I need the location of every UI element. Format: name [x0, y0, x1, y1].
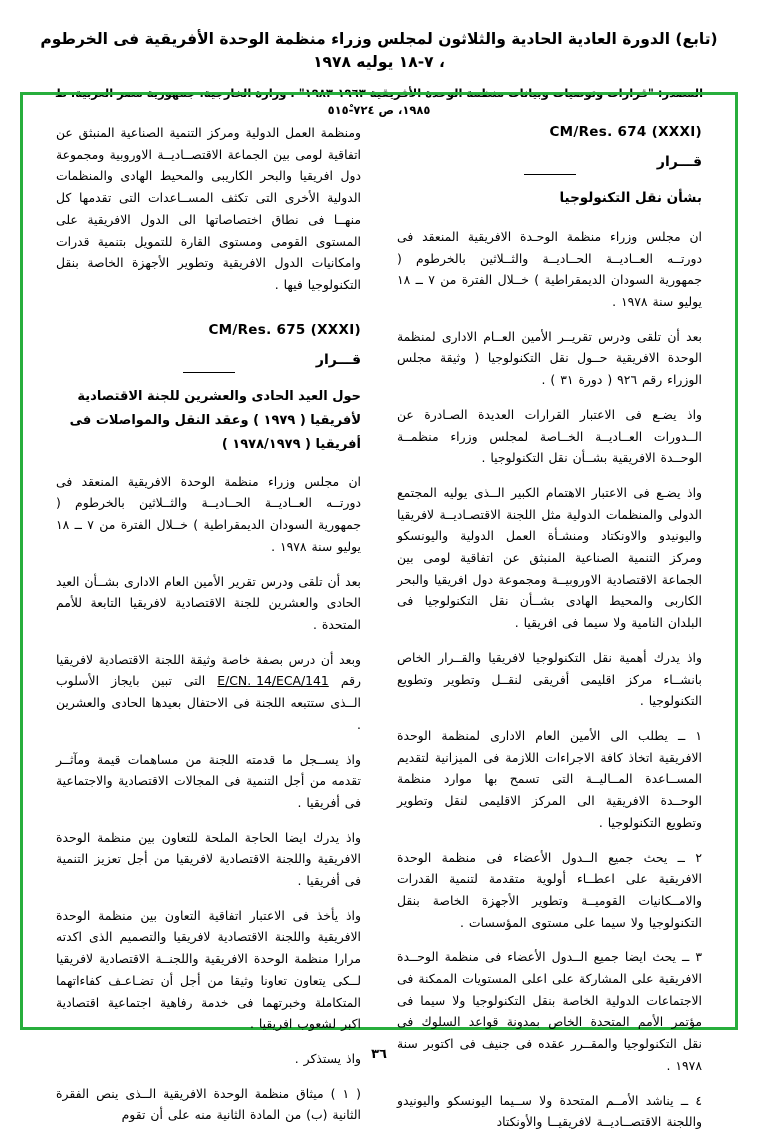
document-reference-id: E/CN. 14/ECA/141: [217, 673, 329, 689]
resolution-id-674: CM/Res. 674 (XXXI): [549, 124, 702, 140]
subject-line: لأفريقيا ( ١٩٧٩ ) وعقد النقل والمواصلات فى: [69, 412, 361, 428]
paragraph: واذ يضـع فى الاعتبار القرارات العديدة الصـادرة عن الــدورات العــاديــة الخــاصة لمجلس وزراء منظمــة الوحــدة الافريقية بشــأن نقل التكنولوجيا .: [397, 406, 702, 466]
paragraph: ٢ ــ يحث جميع الــدول الأعضاء فى منظمة الوحدة الافريقية على اعطــاء أولوية متقدمة لتنمية القدرات والامــكانيات القوميــة وتطوير الأجهزة الخاصة بنقل التكنولوجيا ولا سيما على مستوى المؤسسات .: [397, 849, 702, 930]
resolution-id-675: CM/Res. 675 (XXXI): [208, 321, 361, 338]
qarar-heading-left: قـــرار: [315, 351, 361, 368]
resolution-subject-674: بشأن نقل التكنولوجيا: [559, 190, 702, 206]
paragraph: واذ يدرك ايضا الحاجة الملحة للتعاون بين منظمة الوحدة الافريقية واللجنة الاقتصادية لافريقيا من أجل تعزيز التنمية فى أفريقيا .: [56, 829, 361, 889]
paragraph-continuation: ومنظمة العمل الدولية ومركز التنمية الصناعية المنبثق عن اتفاقية لومى بين الجماعة الاقتصــاديــة الاوروبية ومجموعة دول افريقيا والبحر الكاريبى والمحيط الهادى والمنظمات الدولية الأخرى التى تكثف المســاعدات التى تقدمها كل منهــا فى نطاق اختصاصاتها الى الدول الافريقية على المستوى القومى ومستوى القارة للتمويل بتنمية قدرات وامكانيات الدول الافريقية وتطوير الأجهزة الخاصة بنقل التكنولوجيا فيها .: [56, 125, 361, 292]
paragraph: واذ يدرك أهمية نقل التكنولوجيا لافريقيا والقــرار الخاص بانشــاء مركز اقليمى أفريقى لنقــل وتطوير وتطويع التكنولوجيا .: [397, 649, 702, 709]
paragraph: ١ ــ يطلب الى الأمين العام الادارى لمنظمة الوحدة الافريقية اتخاذ كافة الاجراءات اللازمة فى الميزانية لتقديم المســاعدة المــاليــة التى تسمح بها موارد منظمة الوحــدة الافريقية الى المركز الاقليمى لنقل وتطوير وتطويع التكنولوجيا .: [397, 728, 702, 830]
paragraph: ان مجلس وزراء منظمة الوحـدة الافريقية المنعقد فى دورتــه العــاديــة الحــاديــة والثــلاثين بالخرطوم ( جمهورية السودان الديمقراطية ) خــلال الفترة من ٧ ــ ١٨ يوليو سنة ١٩٧٨ .: [397, 228, 703, 310]
header-source: المصدر: "قرارات وتوصيات وبيانات منظمة الوحدة الأفريقية ١٩٦٣-١٩٨٣" ، وزارة الخارجية، جمهورية مصر العربية، ط ١٩٨٥، ص ٧٢٤-٥١٥ْ: [54, 85, 704, 117]
resolution-subject-675: [56, 385, 361, 457]
qarar-heading-right: قـــرار: [656, 154, 702, 170]
paragraph: ( ١ ) ميثاق منظمة الوحدة الافريقية الــذى ينص الفقرة الثانية (ب) من المادة الثانية منه على أن تقوم: [56, 1085, 361, 1123]
paragraph: بعد أن تلقى ودرس تقرير الأمين العام الادارى بشــأن العيد الحادى والعشرين للجنة الاقتصادية لافريقيا التابعة للأمم المتحدة .: [56, 573, 361, 632]
column-right: [397, 122, 703, 1130]
paragraph-with-doc-id: وبعد أن درس بصفة خاصة وثيقة اللجنة الاقتصادية لافريقيا رقم E/CN. 14/ECA/141 التى تبين بايجاز الأسلوب الــذى ستتبعه اللجنة فى الاحتفال بعيدها الحادى والعشرين .: [56, 651, 362, 732]
qarar-rule-left: [183, 372, 235, 373]
paragraph: واذ يستذكر .: [294, 1050, 361, 1066]
paragraph: واذ يضـع فى الاعتبار الاهتمام الكبير الــذى يوليه المجتمع الدولى والمنظمات الدولية مثل اللجنة الاقتصـاديــة لافريقيا واليونيدو والاونكتاد ومنشـأة العمل الدولية واليونسكو ومركز التنمية الصناعية المنبثق عن اتفاقية لومى بين الجماعة الاقتصادية الاوروبيــة ومجموعة دول افريقيا والبحر الكاربى والمحيط الهادى بشــأن نقل التكنولوجيا فى البلدان النامية ولا سيما فى افريقيا .: [397, 484, 702, 631]
subject-line: أفريقيا ( ١٩٧٨/١٩٧٩ ): [221, 436, 361, 452]
header-title: (تابع) الدورة العادية الحادية والثلاثون لمجلس وزراء منظمة الوحدة الأفريقية فى الخرطوم ، ٧-١٨ يوليه ١٩٧٨: [40, 30, 718, 72]
page-number: ٣٦: [371, 1047, 387, 1062]
paragraph: ٤ ــ يناشد الأمــم المتحدة ولا ســيما اليونسكو واليونيدو واللجنة الاقتصــاديــة لافريقيــا والأونكتاد: [397, 1092, 702, 1130]
subject-line: حول العيد الحادى والعشرين للجنة الاقتصادية: [77, 388, 361, 404]
paragraph: واذ يأخذ فى الاعتبار اتفاقية التعاون بين منظمة الوحدة الافريقية واللجنة الاقتصادية لافريقيا والتصميم الذى اكدته مرارا منظمة الوحدة الافريقية واللجنــة الاقتصادية لافريقيا لــكى يتعاون تعاونا وثيقا من أجل أن تضـاعـف كفاءاتهما المتكاملة وخبرتهما فى خدمة رفاهية اجتماعية اقتصادية اكبر لشعوب افريقيا .: [56, 907, 361, 1032]
paragraph: بعد أن تلقى ودرس تقريــر الأمين العــام الادارى لمنظمة الوحدة الافريقية حــول نقل التكنولوجيا ( وثيقة مجلس الوزراء رقم ٩٢٦ ( دورة ٣١ ) .: [397, 328, 702, 388]
paragraph: ٣ ــ يحث ايضا جميع الــدول الأعضاء فى منظمة الوحــدة الافريقية على المشاركة على اعلى المستويات الممكنة فى الاجتماعات الدولية الخاصة بنقل التكنولوجيا ولا سيما فى مؤتمر الأمم المتحدة الخاص بمدونة قواعد السلوك فى نقل التكنولوجيا والمقــرر عقده فى جنيف فى اكتوبر سنة ١٩٧٨ .: [397, 949, 702, 1073]
qarar-rule-right: [524, 174, 576, 175]
paragraph: واذ يســجل ما قدمته اللجنة من مساهمات قيمة ومآثــر تقدمه من أجل التنمية فى المجالات الاقتصادية والاجتماعية فى أفريقيا .: [56, 751, 361, 810]
column-left: [56, 122, 362, 1123]
paragraph: ان مجلس وزراء منظمة الوحدة الافريقية المنعقد فى دورتــه العــاديــة الحــاديــة والثــلاثين بالخرطوم ( جمهورية السودان الديمقراطية ) خــلال الفترة من ٧ ــ ١٨ يوليو سنة ١٩٧٨ .: [56, 473, 362, 554]
